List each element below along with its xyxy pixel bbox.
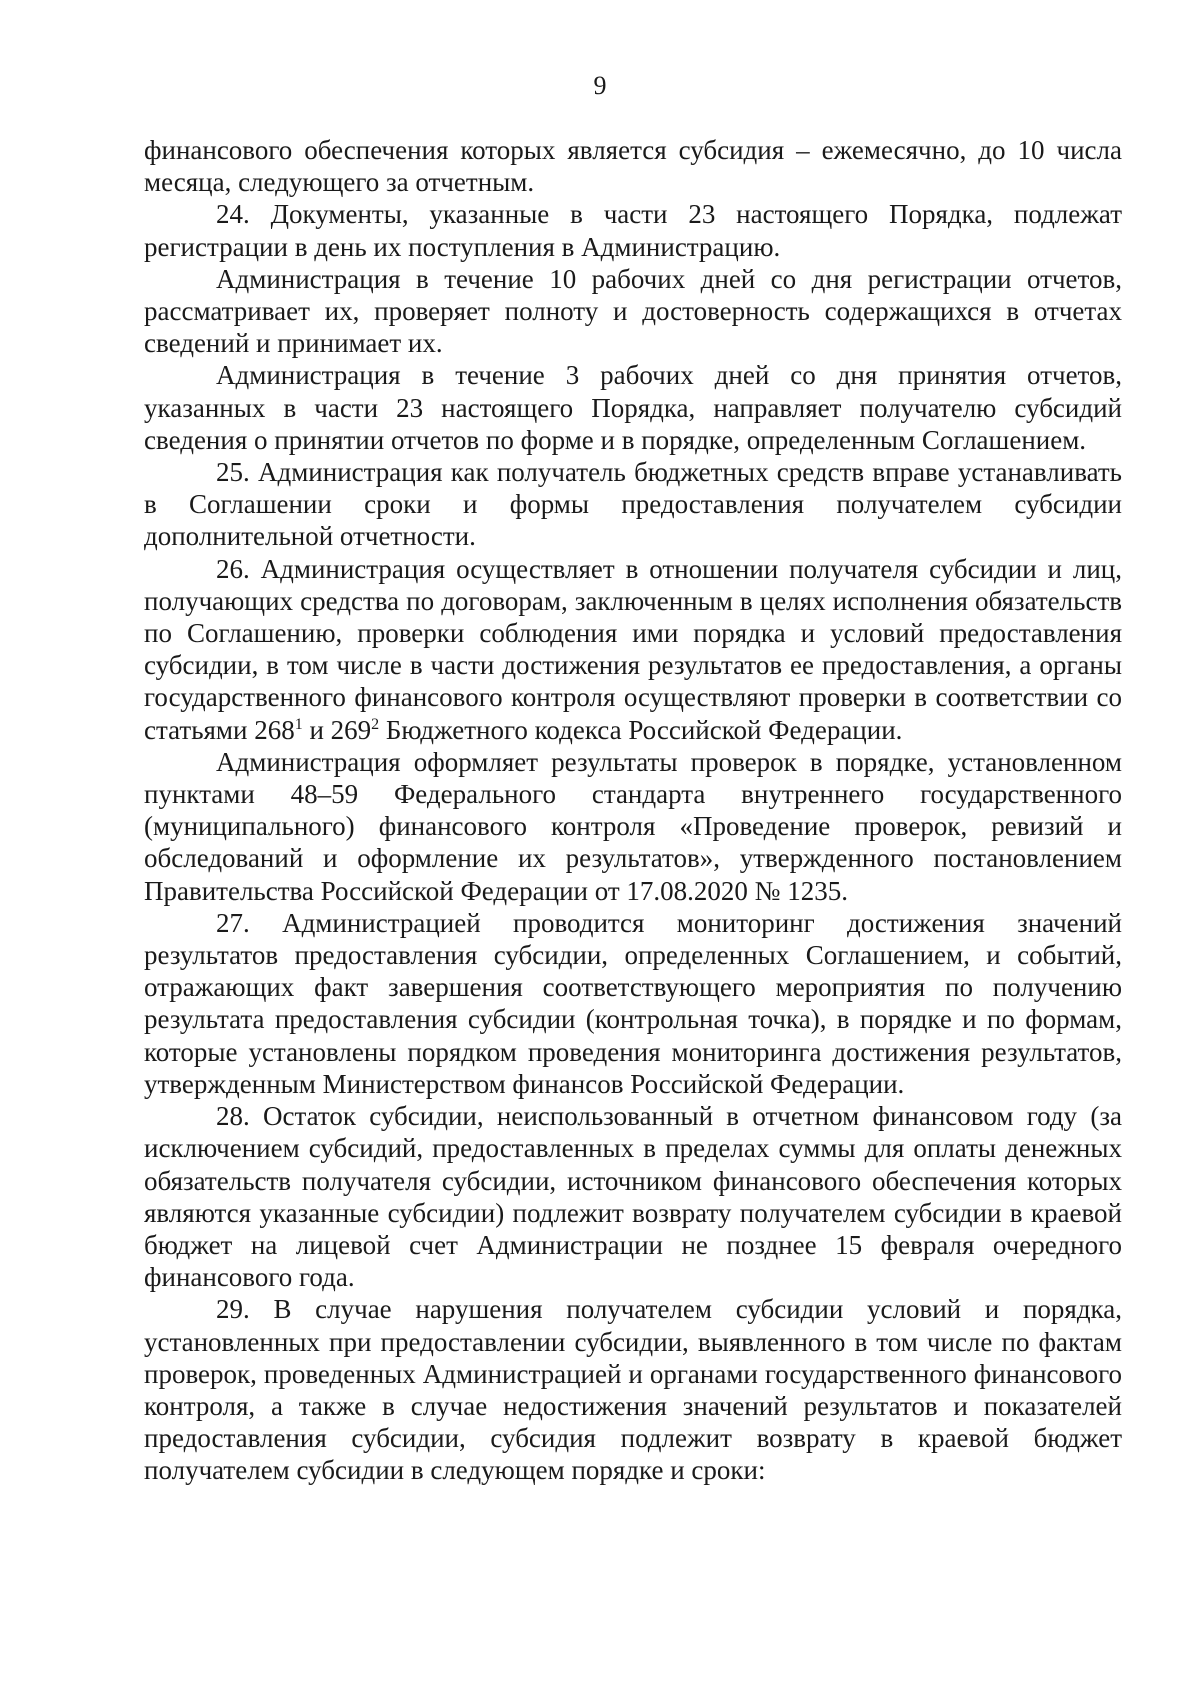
paragraph-24-review: Администрация в течение 10 рабочих дней со дня регистрации отчетов, рассматривает их, проверяет полноту и достоверность содержащихся в отчетах сведений и принимает их. [144, 263, 1122, 359]
paragraph-28: 28. Остаток субсидии, неиспользованный в отчетном финансовом году (за исключением субсидий, предоставленных в пределах суммы для оплаты денежных обязательств получателя субсидии, источником финансового обеспечения которых являются указанные субсидии) подлежит возврату получателем субсидии в краевой бюджет на лицевой счет Администрации не позднее 15 февраля очередного финансового года. [144, 1101, 1122, 1293]
paragraph-26-results: Администрация оформляет результаты проверок в порядке, установленном пунктами 48–59 Федерального стандарта внутреннего государственного (муниципального) финансового контроля «Проведение проверок, ревизий и обследований и оформление их результатов», утвержденного постановлением Правительства Российской Федерации от 17.08.2020 № 1235. [144, 746, 1122, 906]
paragraph-24: 24. Документы, указанные в части 23 настоящего Порядка, подлежат регистрации в день их поступления в Администрацию. [144, 199, 1122, 262]
paragraph-26-text-a: 26. Администрация осуществляет в отношении получателя субсидии и лиц, получающих средства по договорам, заключенным в целях исполнения обязательств по Соглашению, проверки соблюдения ими порядка и условий предоставления субсидии, в том числе в части достижения результатов ее предоставления, а органы государственного финансового контроля осуществляют проверки в соответствии со статьями 268 [144, 553, 1122, 745]
paragraph-26-text-b: и 269 [302, 714, 372, 745]
paragraph-continuation: финансового обеспечения которых является субсидия – ежемесячно, до 10 числа месяца, следующего за отчетным. [144, 135, 1122, 198]
superscript-1: 1 [294, 715, 303, 733]
document-body [144, 134, 1122, 1487]
paragraph-24-acceptance: Администрация в течение 3 рабочих дней со дня принятия отчетов, указанных в части 23 настоящего Порядка, направляет получателю субсидий сведения о принятии отчетов по форме и в порядке, определенным Соглашением. [144, 360, 1122, 455]
paragraph-26-text-c: Бюджетного кодекса Российской Федерации. [379, 714, 903, 745]
paragraph-27: 27. Администрацией проводится мониторинг достижения значений результатов предоставления субсидии, определенных Соглашением, и событий, отражающих факт завершения соответствующего мероприятия по получению результата предоставления субсидии (контрольная точка), в порядке и по формам, которые установлены порядком проведения мониторинга достижения результатов, утвержденным Министерством финансов Российской Федерации. [144, 907, 1122, 1099]
paragraph-29: 29. В случае нарушения получателем субсидии условий и порядка, установленных при предоставлении субсидии, выявленного в том числе по фактам проверок, проведенных Администрацией и органами государственного финансового контроля, а также в случае недостижения значений результатов и показателей предоставления субсидии, субсидия подлежит возврату в краевой бюджет получателем субсидии в следующем порядке и сроки: [144, 1294, 1122, 1486]
page-number: 9 [593, 71, 607, 100]
paragraph-26 [144, 553, 1122, 746]
paragraph-25: 25. Администрация как получатель бюджетных средств вправе устанавливать в Соглашении сроки и формы предоставления получателем субсидии дополнительной отчетности. [144, 457, 1122, 552]
superscript-2: 2 [371, 715, 380, 733]
